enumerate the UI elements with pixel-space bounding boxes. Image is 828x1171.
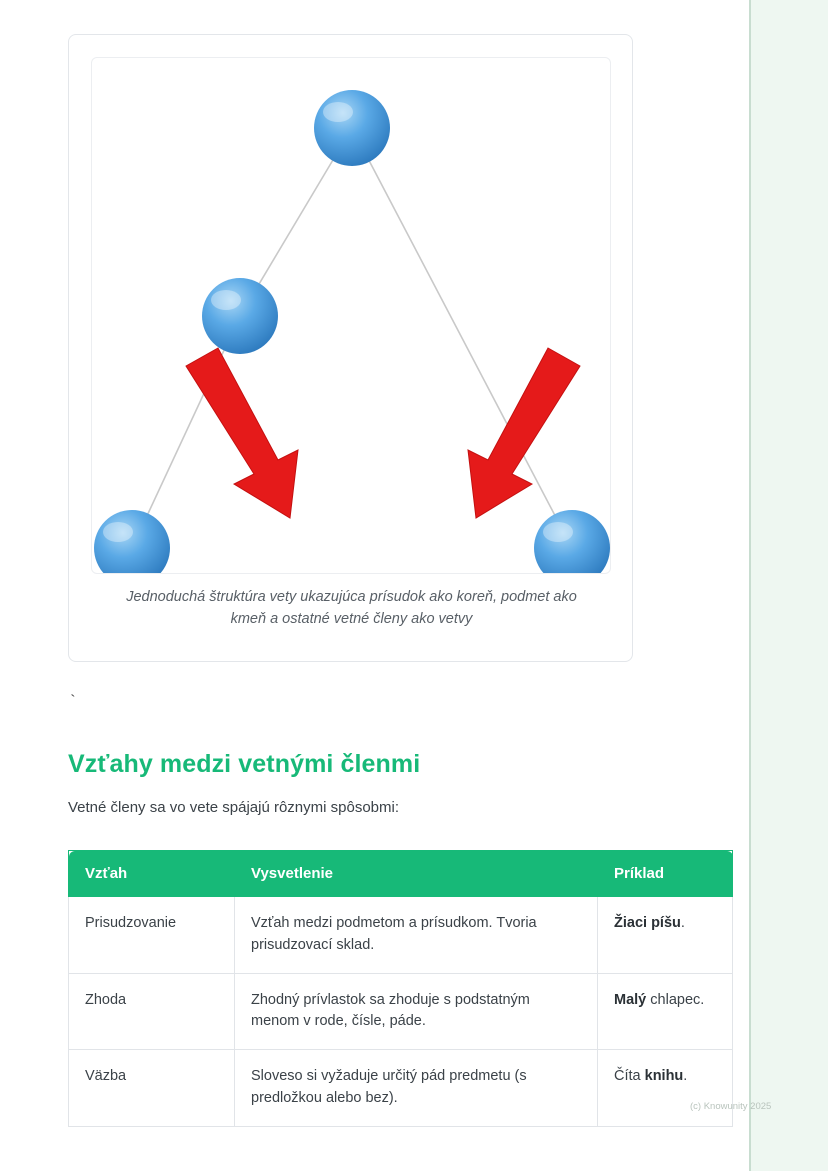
cell-explanation: Sloveso si vyžaduje určitý pád predmetu (s predložkou alebo bez). bbox=[235, 1050, 598, 1127]
table-row bbox=[69, 1050, 733, 1127]
example-bold: Žiaci píšu bbox=[614, 915, 681, 931]
cell-explanation: Zhodný prívlastok sa zhoduje s podstatným menom v rode, čísle, páde. bbox=[235, 973, 598, 1050]
node-root bbox=[314, 90, 390, 166]
arrow-left-icon bbox=[186, 348, 298, 518]
relations-table bbox=[68, 850, 733, 1127]
node-branch-right bbox=[534, 510, 610, 573]
sentence-tree-diagram bbox=[92, 58, 610, 573]
cell-relation: Väzba bbox=[69, 1050, 235, 1127]
table-header-relation: Vzťah bbox=[69, 851, 235, 897]
example-bold: knihu bbox=[644, 1068, 684, 1084]
table-row bbox=[69, 973, 733, 1050]
table-header-explanation: Vysvetlenie bbox=[235, 851, 598, 897]
example-suffix: . bbox=[683, 1068, 688, 1084]
figure-caption: Jednoduchá štruktúra vety ukazujúca prísudok ako koreň, podmet ako kmeň a ostatné vetné členy ako vetvy bbox=[126, 589, 577, 627]
example-rest: chlapec. bbox=[646, 991, 705, 1008]
example-prefix: Číta bbox=[614, 1068, 645, 1084]
stray-backtick: ` bbox=[68, 693, 78, 711]
figure-diagram bbox=[91, 57, 611, 574]
cell-relation: Zhoda bbox=[69, 973, 235, 1050]
table-row bbox=[69, 897, 733, 974]
right-rail bbox=[751, 0, 828, 1171]
table-header-row bbox=[69, 851, 733, 897]
arrow-right-icon bbox=[468, 348, 580, 518]
section-heading: Vzťahy medzi vetnými členmi bbox=[68, 750, 421, 778]
cell-explanation: Vzťah medzi podmetom a prísudkom. Tvoria prisudzovací sklad. bbox=[235, 897, 598, 974]
relations-table-wrapper bbox=[68, 850, 705, 1127]
watermark: (c) Knowunity 2025 bbox=[690, 1101, 772, 1112]
node-stem bbox=[202, 278, 278, 354]
cell-example bbox=[598, 897, 733, 974]
node-branch-left bbox=[94, 510, 170, 573]
example-bold: Malý bbox=[614, 991, 647, 1008]
example-rest: . bbox=[680, 915, 685, 931]
table-header-example: Príklad bbox=[598, 851, 733, 897]
cell-example bbox=[598, 1050, 733, 1127]
cell-relation: Prisudzovanie bbox=[69, 897, 235, 974]
section-intro-text: Vetné členy sa vo vete spájajú rôznymi spôsobmi: bbox=[68, 799, 400, 816]
figure-card bbox=[68, 34, 633, 662]
cell-example bbox=[598, 973, 733, 1050]
